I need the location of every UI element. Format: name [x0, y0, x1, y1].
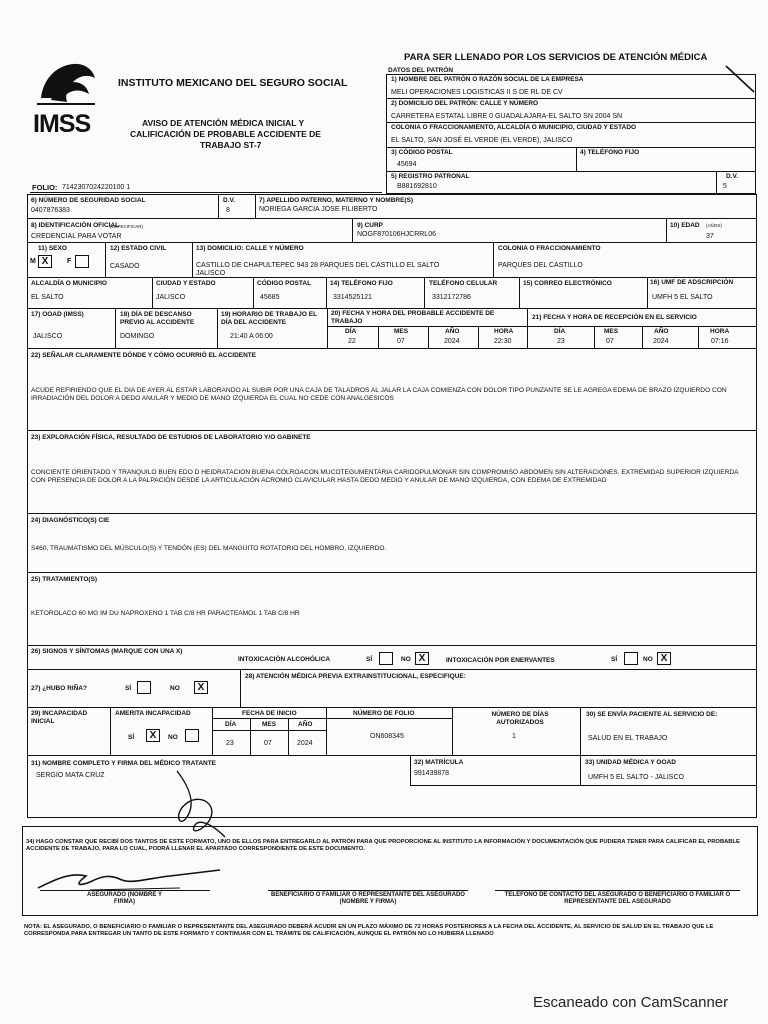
umf-value: UMFH 5 EL SALTO [652, 294, 713, 301]
fight-no-checkbox[interactable]: X [194, 681, 208, 694]
imss-logo [33, 60, 101, 140]
reception-year: 2024 [653, 338, 669, 345]
divider [452, 707, 453, 755]
referral-label: 30) SE ENVÍA PACIENTE AL SERVICIO DE: [586, 711, 718, 718]
accident-hour-head: HORA [494, 328, 514, 335]
patron-colonia-value: EL SALTO, SAN JOSÉ EL VERDE (EL VERDE), JALISCO [391, 137, 573, 144]
imss-logo-text: IMSS [33, 110, 91, 138]
diagnosis-value: S460, TRAUMATISMO DEL MÚSCULO(S) Y TENDÓN (ES) DEL MANGUITO ROTATORIO DEL HOMBRO, IZQUIERDO. [31, 545, 387, 552]
start-day: 23 [226, 740, 234, 747]
patron-colonia-label: COLONIA O FRACCIONAMIENTO, ALCALDÍA O MUNICIPIO, CIUDAD Y ESTADO [391, 124, 637, 131]
divider [666, 218, 667, 242]
diagnosis-label: 24) DIAGNÓSTICO(S) CIE [31, 517, 110, 524]
home-address-value-line2: JALISCO [196, 270, 226, 277]
physician-value: SERGIO MATA CRUZ [36, 772, 105, 779]
patron-registro-label: 5) REGISTRO PATRONAL [391, 173, 470, 180]
full-name-value: NORIEGA GARCIA JOSE FILIBERTO [259, 206, 378, 213]
divider [327, 308, 328, 348]
accident-year-head: AÑO [445, 328, 460, 335]
reception-datetime-label: 21) FECHA Y HORA DE RECEPCIÓN EN EL SERVICIO [532, 314, 697, 321]
divider [716, 171, 717, 194]
divider [27, 755, 757, 756]
divider [386, 147, 756, 148]
patron-address-label: 2) DOMICILIO DEL PATRÓN: CALLE Y NÚMERO [391, 100, 539, 107]
patron-address-value: CARRETERA ESTATAL LIBRE 0 GUADALAJARA-EL SALTO SN 2004 SN [391, 113, 623, 120]
patron-phone-label: 4) TELÉFONO FIJO [580, 149, 640, 156]
divider [327, 326, 757, 327]
institute-name: INSTITUTO MEXICANO DEL SEGURO SOCIAL [118, 77, 348, 89]
divider [27, 645, 757, 646]
id-label: 8) IDENTIFICACIÓN OFICIAL [31, 222, 120, 229]
city-label: CIUDAD Y ESTADO [156, 280, 216, 287]
patron-registro-value: B881692810 [397, 183, 437, 190]
divider [27, 308, 757, 309]
start-year: 2024 [297, 740, 313, 747]
days-label: NÚMERO DE DÍAS AUTORIZADOS [491, 711, 549, 726]
ooad-value: JALISCO [33, 333, 63, 340]
city-value: JALISCO [156, 294, 186, 301]
full-name-label: 7) APELLIDO PATERNO, MATERNO Y NOMBRE(S) [259, 197, 414, 204]
intox-drugs-si-checkbox[interactable] [624, 652, 638, 665]
sex-f-label: F [67, 258, 72, 265]
accident-month-head: MES [394, 328, 409, 335]
mobile-value: 3312172786 [432, 294, 471, 301]
requires-si-checkbox[interactable]: X [146, 729, 160, 742]
home-cp-label: CÓDIGO POSTAL [257, 280, 312, 287]
divider [27, 430, 757, 431]
home-colonia-value: PARQUES DEL CASTILLO [498, 262, 583, 269]
folio-underline [30, 192, 382, 193]
sex-label: 11) SEXO [38, 245, 67, 252]
nss-value: 0407876383 [31, 207, 70, 214]
divider [217, 308, 218, 348]
id-value: CREDENCIAL PARA VOTAR [31, 233, 122, 240]
accident-month: 07 [397, 338, 405, 345]
intox-drugs-no-checkbox[interactable]: X [657, 652, 671, 665]
patron-name-value: MELI OPERACIONES LOGISTICAS II S DE RL DE CV [391, 89, 563, 96]
divider [326, 718, 452, 719]
divider [386, 171, 756, 172]
divider [212, 730, 326, 731]
reception-hour-head: HORA [710, 328, 730, 335]
nss-dv-value: 8 [226, 207, 230, 214]
intox-alcohol-no-label: NO [401, 656, 411, 663]
divider [428, 326, 429, 348]
reception-hour: 07:16 [711, 338, 729, 345]
treatment-value: KETOROLACO 60 MG IM DU NAPROXENO 1 TAB C/8 HR PARACTEAMOL 1 TAB C/8 HR [31, 610, 300, 617]
divider [410, 755, 411, 785]
divider [192, 242, 193, 277]
curp-value: NOGF870106HJCRRL06 [357, 231, 436, 238]
services-title: PARA SER LLENADO POR LOS SERVICIOS DE ATENCIÓN MÉDICA [404, 52, 708, 63]
start-year-head: AÑO [298, 721, 313, 728]
intox-alcohol-si-label: SÍ [366, 656, 373, 663]
patron-name-label: 1) NOMBRE DEL PATRÓN O RAZÓN SOCIAL DE LA EMPRESA [391, 76, 584, 83]
divider [152, 277, 153, 308]
nss-label: 6) NÚMERO DE SEGURIDAD SOCIAL [31, 197, 146, 204]
physical-exam-label: 23) EXPLORACIÓN FÍSICA, RESULTADO DE ESTUDIOS DE LABORATORIO Y/O GABINETE [31, 434, 311, 441]
rest-day-label: 18) DÍA DE DESCANSO PREVIO AL ACCIDENTE [120, 311, 195, 326]
divider [240, 669, 241, 707]
start-date-label: FECHA DE INICIO [242, 710, 297, 717]
home-phone-value: 3314525121 [333, 294, 372, 301]
fight-si-label: SÍ [125, 685, 132, 692]
divider [580, 707, 581, 755]
municipality-value: EL SALTO [31, 294, 64, 301]
divider [410, 785, 757, 786]
reception-year-head: AÑO [654, 328, 669, 335]
reception-day: 23 [557, 338, 565, 345]
folio-number-value: ON608345 [370, 733, 404, 740]
divider [288, 718, 289, 755]
intox-drugs-no-label: NO [643, 656, 653, 663]
intox-drugs-si-label: SÍ [611, 656, 618, 663]
reception-day-head: DÍA [554, 328, 566, 335]
umf-label: 16) UMF DE ADSCRIPCIÓN [650, 279, 734, 286]
mobile-label: TELÉFONO CELULAR [429, 280, 498, 287]
fight-label: 27) ¿HUBO RIÑA? [31, 685, 87, 692]
divider [40, 890, 210, 891]
divider [115, 308, 116, 348]
divider [594, 326, 595, 348]
referral-value: SALUD EN EL TRABAJO [588, 735, 668, 742]
nss-dv-label: D.V. [223, 197, 236, 204]
work-schedule-label: 19) HORARIO DE TRABAJO EL DÍA DEL ACCIDENTE [221, 311, 317, 326]
email-label: 15) CORREO ELECTRÓNICO [523, 280, 612, 287]
patron-section-label: DATOS DEL PATRÓN [388, 67, 454, 74]
rest-day-value: DOMINGO [120, 333, 155, 340]
divider [27, 348, 757, 349]
patron-cp-label: 3) CÓDIGO POSTAL [391, 149, 453, 156]
contact-phone-label: TELÉFONO DE CONTACTO DEL ASEGURADO O BENEFICIARIO O FAMILIAR O REPRESENTANTE DEL ASEGURADO [504, 892, 731, 905]
intox-alcohol-si-checkbox[interactable] [379, 652, 393, 665]
ooad-label: 17) OOAD (IMSS) [31, 311, 84, 318]
sex-f-checkbox[interactable] [75, 255, 89, 268]
patron-dv-label: D.V. [726, 173, 739, 180]
divider [352, 218, 353, 242]
divider [326, 707, 327, 755]
divider [493, 242, 494, 277]
accident-hour: 22:30 [494, 338, 512, 345]
camscanner-watermark: Escaneado con CamScanner [533, 994, 729, 1011]
footer-note: NOTA: EL ASEGURADO, O BENEFICIARIO O FAMILIAR O REPRESENTANTE DEL ASEGURADO DEBERÁ ACUDIR EN UN PLAZO MÁXIMO DE 72 HORAS POSTERIORES A LA FECHA DEL ACCIDENTE, AL SERVICIO DE SALUD EN EL TRABAJO QUE LE CORRESPONDA PARA ENTREGAR UN TANTO DE ESTE FORMATO Y CONTINUAR CON EL TRÁMITE DE CALIFICACIÓN, AUNQUE EL PATRÓN NO LO HUBIERA LLENADO [24, 924, 714, 937]
requires-no-checkbox[interactable] [185, 729, 199, 742]
accident-day-head: DÍA [345, 328, 357, 335]
accident-day: 22 [348, 338, 356, 345]
sex-m-label: M [30, 258, 36, 265]
folio-number-label: NÚMERO DE FOLIO [353, 710, 415, 717]
divider [698, 326, 699, 348]
divider [378, 326, 379, 348]
divider [27, 218, 757, 219]
fight-si-checkbox[interactable] [137, 681, 151, 694]
pen-mark-icon [720, 62, 760, 98]
requires-no-label: NO [168, 734, 178, 741]
divider [110, 707, 111, 755]
work-schedule-value: 21:40 A 06:00 [230, 333, 273, 340]
accident-datetime-label: 20) FECHA Y HORA DEL PROBABLE ACCIDENTE DE TRABAJO [331, 310, 495, 325]
divider [326, 277, 327, 308]
folio-label: FOLIO: [32, 183, 58, 192]
treatment-label: 25) TRATAMIENTO(S) [31, 576, 98, 583]
age-sub-label: (AÑOS) [706, 223, 722, 228]
physical-exam-value: CONCIENTE ORIENTADO Y TRANQUILO BUEN EDO D HEIDRATACION BUENA COLROACON MUCOTEGUMENTARIA CARIDOPULMONAR SIN COMPROMISO ABDOMEN SIN ALTERACIONES. EXTREMIDAD SUPERIOR IZQUIERDA CON PRESENCIA DE DOLOR A LA PALPACIÓN DESDE LA ARTICULACIÓN ACROMIO CLAVICULAR HASTA DEDO MEDIO Y ANULAR DE MANO IZQUIERDA, CON EDEMA DE EXTREMIDAD [31, 469, 739, 484]
patron-dv-value: 5 [723, 183, 727, 190]
curp-label: 9) CURP [357, 222, 384, 229]
divider [386, 98, 756, 99]
sex-m-checkbox[interactable]: X [38, 255, 52, 268]
divider [27, 572, 757, 573]
divider [27, 669, 757, 670]
divider [218, 194, 219, 218]
matricula-value: 991439878 [414, 770, 450, 777]
divider [647, 277, 648, 308]
patron-cp-value: 45694 [397, 161, 417, 168]
home-address-label: 13) DOMICILIO: CALLE Y NÚMERO [196, 245, 304, 252]
medical-unit-value: UMFH 5 EL SALTO - JALISCO [588, 774, 684, 781]
intox-alcohol-label: INTOXICACIÓN ALCOHÓLICA [238, 656, 331, 663]
fight-no-label: NO [170, 685, 180, 692]
divider [253, 277, 254, 308]
insured-signature-label: ASEGURADO (NOMBRE Y FIRMA) [87, 892, 162, 905]
reception-month: 07 [606, 338, 614, 345]
divider [519, 277, 520, 308]
prior-care-label: 28) ATENCIÓN MÉDICA PREVIA EXTRAINSTITUCIONAL, ESPECIFIQUE: [245, 673, 466, 680]
start-day-head: DÍA [225, 721, 237, 728]
form-title-line3: TRABAJO ST-7 [200, 140, 262, 150]
initial-disability-label: 29) INCAPACIDAD INICIAL [31, 710, 88, 725]
divider [268, 890, 468, 891]
form-title-line2: CALIFICACIÓN DE PROBABLE ACCIDENTE DE [130, 129, 321, 139]
divider [212, 718, 326, 719]
matricula-label: 32) MATRÍCULA [414, 759, 464, 766]
beneficiary-signature-label: BENEFICIARIO O FAMILIAR O REPRESENTANTE DEL ASEGURADO (NOMBRE Y FIRMA) [271, 892, 465, 905]
intox-alcohol-no-checkbox[interactable]: X [415, 652, 429, 665]
age-value: 37 [706, 233, 714, 240]
divider [527, 308, 528, 348]
intox-drugs-label: INTOXICACIÓN POR ENERVANTES [446, 657, 555, 664]
divider [27, 707, 757, 708]
divider [424, 277, 425, 308]
reception-month-head: MES [604, 328, 619, 335]
medical-unit-label: 33) UNIDAD MÉDICA Y OOAD [585, 759, 676, 766]
divider [580, 755, 581, 785]
divider [478, 326, 479, 348]
form-title-line1: AVISO DE ATENCIÓN MÉDICA INICIAL Y [142, 118, 305, 128]
divider [250, 718, 251, 755]
physician-label: 31) NOMBRE COMPLETO Y FIRMA DEL MÉDICO TRATANTE [31, 760, 217, 767]
municipality-label: ALCALDÍA O MUNICIPIO [31, 280, 107, 287]
divider [27, 242, 757, 243]
divider [27, 513, 757, 514]
divider [105, 242, 106, 277]
civil-status-value: CASADO [110, 263, 140, 270]
divider [642, 326, 643, 348]
civil-status-label: 12) ESTADO CIVIL [110, 245, 167, 252]
home-colonia-label: COLONIA O FRACCIONAMIENTO [498, 245, 601, 252]
accident-description-label: 22) SEÑALAR CLARAMENTE DÓNDE Y CÓMO OCURRIÓ EL ACCIDENTE [31, 352, 257, 359]
start-month-head: MES [262, 721, 277, 728]
days-value: 1 [512, 733, 516, 740]
folio-value: 7142307024220100 1 [62, 184, 131, 191]
divider [495, 890, 740, 891]
signs-label: 26) SIGNOS Y SÍNTOMAS (MARQUE CON UNA X) [31, 648, 183, 655]
age-label: 10) EDAD [670, 222, 700, 229]
home-address-value: CASTILLO DE CHAPULTEPEC 943 28 PARQUES DEL CASTILLO EL SALTO [196, 262, 440, 269]
requires-si-label: SÍ [128, 734, 135, 741]
acknowledgment-text: 34) HAGO CONSTAR QUE RECIBÍ DOS TANTOS DE ESTE FORMATO, UNO DE ELLOS PARA ENTREGARLO AL PATRÓN PARA QUE PROPORCIONE AL INSTITUTO LA INFORMACIÓN Y DOCUMENTACIÓN QUE PUDIERA TENER PARA CALIFICAR EL PROBABLE ACCIDENTE DE TRABAJO, PARA LO CUAL, PODRÁ LLENAR EL APARTADO CORRESPONDIENTE DE ESTE DOCUMENTO. [26, 839, 740, 852]
accident-description-value: ACUDE REFIRIENDO QUE EL DIA DE AYER AL ESTAR LABORANDO AL SUBIR POR UNA CAJA DE TALADROS AL JALAR LA CAJA COMIENZA CON DOLOR TIPO PUNZANTE SE LE AGREGA EDEMA DE BRAZO IZQUIERDO CON IRRADIACIÓN DEL DOLOR A DEDO ANULAR Y MEDIO DE MANO IZQUIERDA EL CUAL NO CEDE CON ANALGESICOS [31, 387, 727, 402]
id-sub-label: (ESPECIFICAR) [110, 224, 144, 229]
home-phone-label: 14) TELÉFONO FIJO [330, 280, 393, 287]
divider [386, 122, 756, 123]
divider [212, 707, 213, 755]
start-month: 07 [264, 740, 272, 747]
home-cp-value: 45685 [260, 294, 280, 301]
divider [576, 147, 577, 171]
accident-year: 2024 [444, 338, 460, 345]
divider [255, 194, 256, 218]
requires-disability-label: AMERITA INCAPACIDAD [115, 710, 191, 717]
